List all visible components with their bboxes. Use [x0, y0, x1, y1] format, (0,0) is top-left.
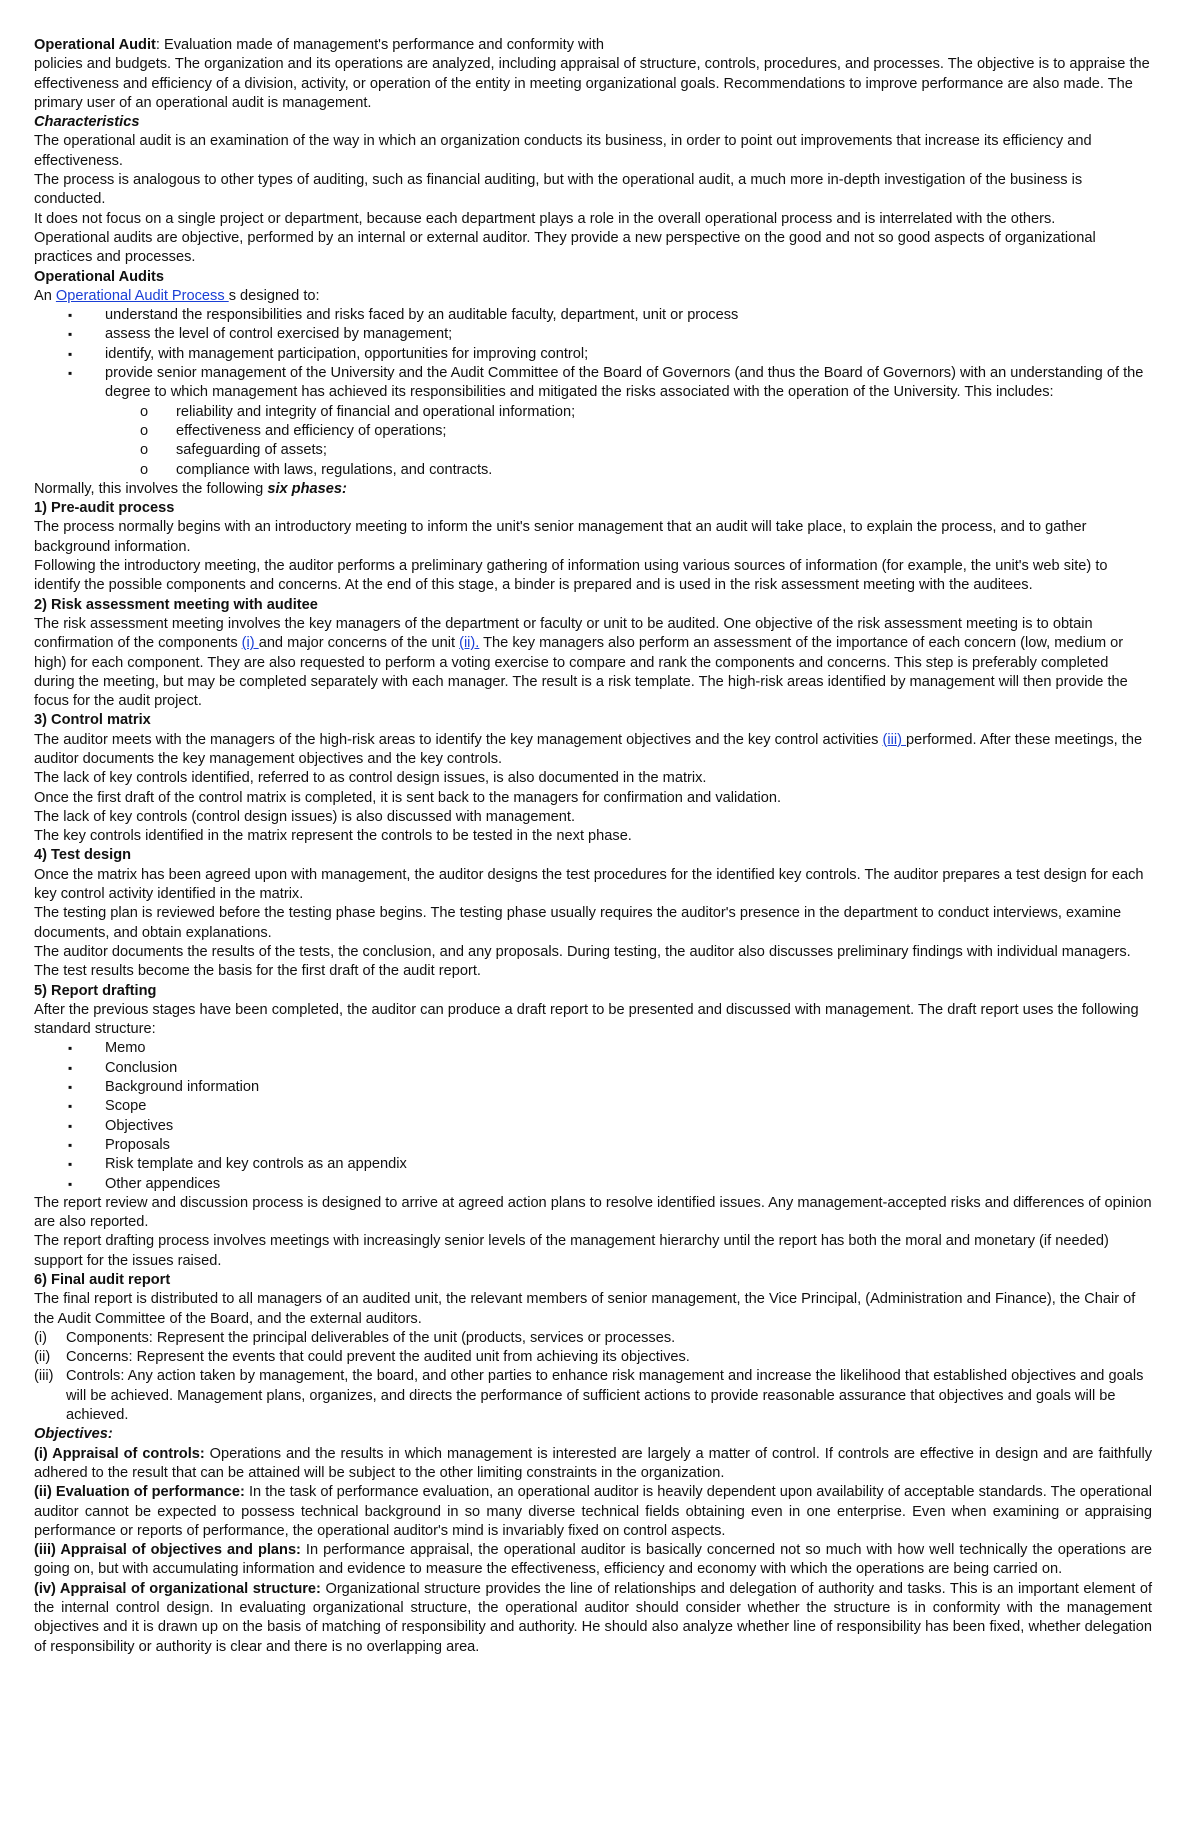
objective-item: (ii) Evaluation of performance: In the task of performance evaluation, an operational auditor is heavily dependent upon availability of acceptable standards. The operational auditor cannot be expected to possess technical background in so many diverse technical fields obtaining even in one enterprise. Even when examining or appraising performance or reports of performance, the operational auditor's mind is invariably fixed on control aspects. — [34, 1484, 1152, 1539]
phase-4-heading: 4) Test design — [34, 847, 132, 864]
objectives-heading: Objectives: — [34, 1426, 113, 1443]
list-item: ▪ Objectives — [34, 1117, 1152, 1136]
list-item: ▪ assess the level of control exercised by management; — [34, 325, 1152, 344]
list-item: ▪ Memo — [34, 1039, 1152, 1058]
phase-5-paragraph: The report drafting process involves meetings with increasingly senior levels of the management hierarchy until the report has both the moral and monetary (if needed) support for the issues raised. — [34, 1233, 1109, 1269]
footnote-number: (iii) — [34, 1368, 54, 1385]
document-body — [34, 36, 1152, 1657]
objective-item: (i) Appraisal of controls: Operations and the results in which management is interested are largely a matter of control. If controls are effective in design and are faithfully adhered to the result that can be attained will be subject to the other limiting constraints in the organization. — [34, 1445, 1152, 1481]
phase-1-heading: 1) Pre-audit process — [34, 500, 175, 517]
objective-item: (iii) Appraisal of objectives and plans: In performance appraisal, the operational auditor is basically concerned not so much with how well technically the operations are going on, but with accumulating information and evidence to measure the effectiveness, efficiency and economy with which the operations are being carried on. — [34, 1542, 1152, 1578]
list-item: ▪ Other appendices — [34, 1175, 1152, 1194]
includes-sublist — [34, 403, 1152, 480]
footnote-number: (i) — [34, 1329, 47, 1346]
phase-5-heading: 5) Report drafting — [34, 982, 157, 999]
list-item: ▪ identify, with management participation, opportunities for improving control; — [34, 345, 1152, 364]
footnotes-list — [34, 1329, 1152, 1425]
objective-label: (ii) Evaluation of performance: — [34, 1484, 245, 1501]
list-item: ▪ provide senior management of the University and the Audit Committee of the Board of Governors (and thus the Board of Governors) with an understanding of the degree to which management has achieved its responsibilities and mitigated the risks associated with the operation of the University. This includes: — [34, 364, 1152, 403]
phase-4-paragraph: The auditor documents the results of the tests, the conclusion, and any proposals. During testing, the auditor also discusses preliminary findings with individual managers. — [34, 943, 1131, 960]
phase-1-paragraph: Following the introductory meeting, the auditor performs a preliminary gathering of information using various sources of information (for example, the unit's web site) to identify the possible components and concerns. At the end of this stage, a binder is prepared and is used in the risk assessment meeting with the auditees. — [34, 558, 1108, 594]
sublist-item: o effectiveness and efficiency of operations; — [34, 422, 1152, 441]
list-item: ▪ Scope — [34, 1097, 1152, 1116]
footnote-item: (iii) Controls: Any action taken by management, the board, and other parties to enhance risk management and increase the likelihood that established objectives and goals will be achieved. Management plans, organizes, and directs the performance of sufficient actions to provide reasonable assurance that objectives and goals will be achieved. — [34, 1368, 1144, 1424]
footnote-item: (i) Components: Represent the principal deliverables of the unit (products, services or processes. — [34, 1329, 1152, 1348]
footnote-number: (ii) — [34, 1349, 51, 1366]
objectives-list — [34, 306, 1152, 402]
characteristics-heading: Characteristics — [34, 114, 140, 131]
list-item: ▪ Conclusion — [34, 1059, 1152, 1078]
characteristics-paragraph: The operational audit is an examination of the way in which an organization conducts its business, in order to point out improvements that increase its efficiency and effectiveness. — [34, 133, 1092, 169]
operational-audits-lead: An Operational Audit Process s designed to: — [34, 287, 320, 304]
intro-term: Operational Audit — [34, 37, 156, 53]
intro-paragraph: policies and budgets. The organization and its operations are analyzed, including appraisal of structure, controls, procedures, and processes. The objective is to appraise the effectiveness and efficiency of a division, activity, or operation of the entity in meeting organizational goals. Recommendations to improve performance are also made. The primary user of an operational audit is management. — [34, 56, 1150, 111]
phase-3-paragraph: The lack of key controls (control design issues) is also discussed with management. — [34, 808, 576, 825]
list-item: ▪ Background information — [34, 1078, 1152, 1097]
list-item: ▪ understand the responsibilities and risks faced by an auditable faculty, department, unit or process — [34, 306, 1152, 325]
phase-4-paragraph: Once the matrix has been agreed upon with management, the auditor designs the test procedures for the identified key controls. The auditor prepares a test design for each key control activity identified in the matrix. — [34, 866, 1144, 903]
characteristics-paragraph: The process is analogous to other types of auditing, such as financial auditing, but with the operational audit, a much more in-depth investigation of the business is conducted. — [34, 172, 1083, 208]
phase-3-paragraph: The auditor meets with the managers of the high-risk areas to identify the key management objectives and the key control activities (iii) performed. After these meetings, the auditor documents the key management objectives and the key controls. — [34, 731, 1143, 767]
footnote-iii-link[interactable]: (iii) — [882, 731, 907, 748]
phase-2-paragraph: The risk assessment meeting involves the key managers of the department or faculty or unit to be audited. One objective of the risk assessment meeting is to obtain confirmation of the components (i) and major concerns of the unit (ii). The key managers also perform an assessment of the importance of each concern (low, medium or high) for each component. They are also requested to perform a voting exercise to compare and rank the components and concerns. This step is preferably completed during the meeting, but may be completed separately with each manager. The result is a risk template. The high-risk areas identified by management will then provide the focus for the audit project. — [34, 615, 1128, 710]
list-item: ▪ Proposals — [34, 1136, 1152, 1155]
phase-6-heading: 6) Final audit report — [34, 1272, 171, 1288]
sublist-item: o compliance with laws, regulations, and contracts. — [34, 461, 1152, 480]
phase-5-lead: After the previous stages have been completed, the auditor can produce a draft report to be presented and discussed with management. The draft report uses the following standard structure: — [34, 1001, 1139, 1038]
sublist-item: o reliability and integrity of financial and operational information; — [34, 403, 1152, 422]
characteristics-paragraph: Operational audits are objective, performed by an internal or external auditor. They provide a new perspective on the good and not so good aspects of organizational practices and processes. — [34, 229, 1096, 266]
phase-4-paragraph: The test results become the basis for the first draft of the audit report. — [34, 963, 481, 980]
report-structure-list — [34, 1039, 1152, 1193]
intro-line: Operational Audit: Evaluation made of management's performance and conformity with — [34, 37, 605, 53]
operational-audit-process-link[interactable]: Operational Audit Process — [55, 287, 229, 304]
phase-3-heading: 3) Control matrix — [34, 712, 151, 729]
phases-intro: Normally, this involves the following six phases: — [34, 480, 347, 497]
footnote-ii-link[interactable]: (ii). — [459, 635, 480, 652]
phase-4-paragraph: The testing plan is reviewed before the testing phase begins. The testing phase usually requires the auditor's presence in the department to conduct interviews, examine documents, and obtain explanations. — [34, 905, 1122, 941]
phase-3-paragraph: Once the first draft of the control matrix is completed, it is sent back to the managers for confirmation and validation. — [34, 789, 782, 806]
characteristics-paragraph: It does not focus on a single project or department, because each department plays a role in the overall operational process and is interrelated with the others. — [34, 210, 1056, 227]
phase-3-paragraph: The lack of key controls identified, referred to as control design issues, is also documented in the matrix. — [34, 770, 707, 787]
objective-label: (i) Appraisal of controls: — [34, 1445, 205, 1462]
objective-label: (iii) Appraisal of objectives and plans: — [34, 1542, 301, 1559]
objective-label: (iv) Appraisal of organizational structure: — [34, 1580, 321, 1597]
phase-6-paragraph: The final report is distributed to all managers of an audited unit, the relevant members of senior management, the Vice Principal, (Administration and Finance), the Chair of the Audit Committee of the Board, and the external auditors. — [34, 1291, 1136, 1327]
phase-2-heading: 2) Risk assessment meeting with auditee — [34, 596, 318, 613]
phase-5-paragraph: The report review and discussion process is designed to arrive at agreed action plans to resolve identified issues. Any management-accepted risks and differences of opinion are also reported. — [34, 1194, 1152, 1231]
footnote-i-link[interactable]: (i) — [241, 635, 259, 652]
phase-1-paragraph: The process normally begins with an introductory meeting to inform the unit's senior management that an audit will take place, to explain the process, and to gather background information. — [34, 519, 1087, 555]
phase-3-paragraph: The key controls identified in the matrix represent the controls to be tested in the next phase. — [34, 828, 632, 845]
objective-item: (iv) Appraisal of organizational structure: Organizational structure provides the line of relationships and delegation of authority and tasks. This is an important element of the internal control design. In evaluating organizational structure, the operational auditor should consider whether the structure is in conformity with the management objectives and it is drawn up on the basis of matching of responsibility and authority. He should also analyze whether line of responsibility has been fixed, whether delegation of responsibility or authority is clear and there is no overlapping area. — [34, 1580, 1152, 1655]
sublist-item: o safeguarding of assets; — [34, 441, 1152, 460]
list-item: ▪ Risk template and key controls as an appendix — [34, 1155, 1152, 1174]
footnote-item: (ii) Concerns: Represent the events that could prevent the audited unit from achieving its objectives. — [34, 1348, 1152, 1367]
operational-audits-heading: Operational Audits — [34, 268, 165, 285]
